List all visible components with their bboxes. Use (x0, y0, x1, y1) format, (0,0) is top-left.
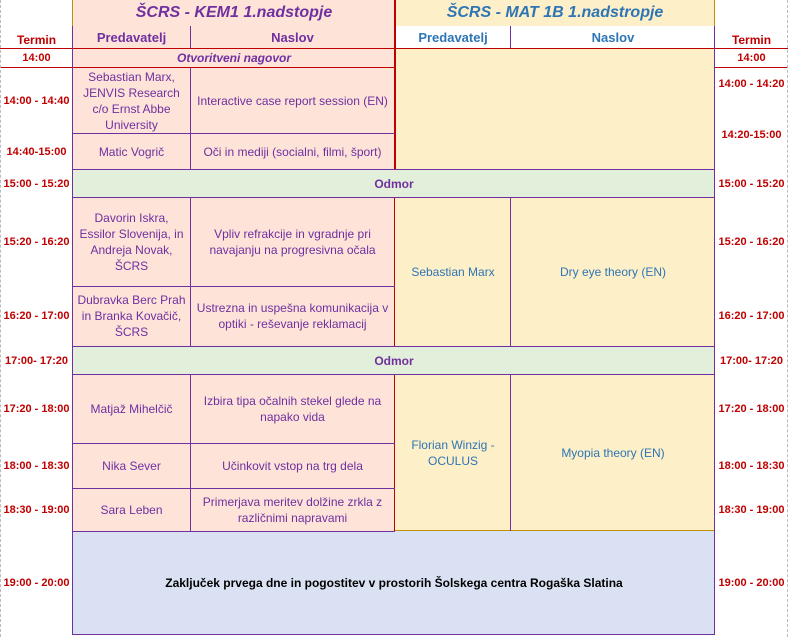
mat1b-room-header (395, 0, 715, 26)
termin-right-header: Termin (731, 33, 772, 47)
kem1-room-header (73, 0, 395, 26)
opening-label: Otvoritveni nagovor (73, 48, 395, 68)
kem1-lecturer: Davorin Iskra, Essilor Slovenija, in Andreja Novak, ŠCRS (73, 198, 190, 286)
mat1b-title-header: Naslov (591, 29, 635, 45)
right-time: 16:20 - 17:00 (718, 310, 785, 322)
right-time: 15:20 - 16:20 (718, 236, 785, 248)
mat1b-lecturer: Sebastian Marx (395, 198, 511, 346)
kem1-time: 15:20 - 16:20 (3, 236, 70, 248)
kem1-title: Oči in mediji (socialni, filmi, šport) (190, 134, 395, 169)
break-label: Odmor (73, 346, 715, 375)
opening-time-right: 14:00 (737, 52, 766, 64)
kem1-time: 16:20 - 17:00 (3, 310, 70, 322)
closing-label: Zaključek prvega dne in pogostitev v prostorih Šolskega centra Rogaška Slatina (73, 531, 715, 635)
kem1-title: Primerjava meritev dolžine zrkla z različnimi napravami (190, 488, 395, 531)
kem1-time: 18:00 - 18:30 (3, 459, 70, 472)
mat1b-lecturer-header: Predavatelj (418, 29, 488, 45)
break-time-left: 17:00- 17:20 (5, 354, 68, 367)
break-time-right: 17:00- 17:20 (720, 354, 783, 367)
kem1-title: Izbira tipa očalnih stekel glede na napako vida (190, 375, 395, 443)
mat1b-title: Myopia theory (EN) (511, 375, 715, 531)
kem1-title: Interactive case report session (EN) (190, 68, 395, 134)
termin-left-header: Termin (16, 33, 57, 47)
closing-time-right: 19:00 - 20:00 (718, 577, 785, 589)
kem1-lecturer: Sara Leben (73, 488, 190, 531)
kem1-lecturer: Dubravka Berc Prah in Branka Kovačič, ŠCRS (73, 286, 190, 346)
kem1-lecturer: Matjaž Mihelčič (73, 375, 190, 443)
mat1b-title: Dry eye theory (EN) (511, 198, 715, 346)
kem1-time: 14:00 - 14:40 (3, 95, 70, 107)
kem1-title-header: Naslov (190, 26, 395, 48)
break-label: Odmor (73, 169, 715, 198)
right-time: 18:00 - 18:30 (718, 459, 785, 472)
kem1-lecturer-header: Predavatelj (73, 26, 190, 48)
closing-time-left: 19:00 - 20:00 (3, 577, 70, 589)
kem1-time: 18:30 - 19:00 (3, 503, 70, 516)
kem1-title: Učinkovit vstop na trg dela (190, 443, 395, 488)
mat1b-lecturer: Florian Winzig - OCULUS (395, 375, 511, 531)
opening-time-left: 14:00 (22, 52, 51, 64)
right-time: 14:00 - 14:20 (718, 78, 785, 90)
kem1-lecturer: Nika Sever (73, 443, 190, 488)
break-time-right: 15:00 - 15:20 (718, 177, 785, 190)
kem1-time: 14:40-15:00 (6, 145, 67, 158)
right-time: 17:20 - 18:00 (718, 403, 785, 415)
kem1-lecturer: Sebastian Marx, JENVIS Research c/o Ernst Abbe University (73, 68, 190, 134)
right-time: 18:30 - 19:00 (718, 503, 785, 516)
kem1-room-title: ŠCRS - KEM1 1.nadstopje (135, 4, 333, 21)
mat1b-empty-block (395, 48, 715, 169)
kem1-title: Ustrezna in uspešna komunikacija v optiki - reševanje reklamacij (190, 286, 395, 346)
kem1-time: 17:20 - 18:00 (3, 403, 70, 415)
right-time: 14:20-15:00 (721, 128, 782, 141)
mat1b-room-title: ŠCRS - MAT 1B 1.nadstropje (446, 4, 664, 21)
break-time-left: 15:00 - 15:20 (3, 177, 70, 190)
kem1-title: Vpliv refrakcije in vgradnje pri navajanju na progresivna očala (190, 198, 395, 286)
kem1-lecturer: Matic Vogrič (73, 134, 190, 169)
